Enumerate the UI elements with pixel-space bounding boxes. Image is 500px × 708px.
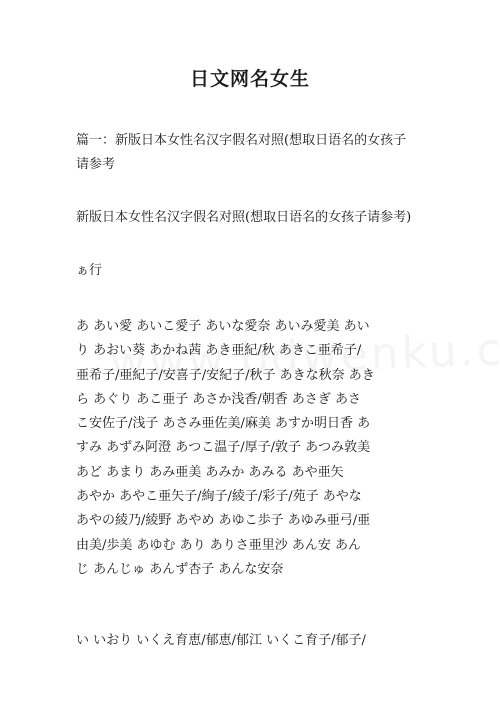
subheading-line: 新版日本女性名汉字假名对照(想取日语名的女孩子请参考) bbox=[76, 210, 412, 225]
name-line: あやか あやこ亜矢子/絢子/綾子/彩子/苑子 あやな bbox=[76, 489, 362, 505]
subheading bbox=[76, 206, 426, 230]
group-a-label bbox=[76, 259, 426, 283]
name-line: あ あい愛 あいこ愛子 あいな愛奈 あいみ愛美 あい bbox=[76, 319, 370, 334]
name-line: 亜希子/亜紀子/安喜子/安紀子/秋子 あきな秋奈 あき bbox=[76, 367, 375, 383]
name-line: 由美/歩美 あゆむ あり ありさ亜里沙 あん安 あん bbox=[76, 537, 362, 553]
name-line: すみ あずみ阿澄 あつこ温子/厚子/敦子 あつみ敦美 bbox=[76, 440, 371, 456]
section-heading-line: 篇一：新版日本女性名汉字假名对照(想取日语名的女孩子 bbox=[76, 133, 407, 148]
name-line: じ あんじゅ あんず杏子 あんな安奈 bbox=[76, 561, 284, 577]
name-line: い いおり いくえ育恵/郁恵/郁江 いくこ育子/郁子/ bbox=[76, 633, 366, 648]
name-line: り あおい葵 あかね茜 あき亜紀/秋 あきこ亜希子/ bbox=[76, 343, 362, 359]
name-line: あど あまり あみ亜美 あみか あみる あや亜矢 bbox=[76, 464, 344, 480]
group-a-label-text: ぁ行 bbox=[76, 263, 103, 278]
group-i-names bbox=[76, 629, 426, 653]
name-line: こ安佐子/浅子 あさみ亜佐美/麻美 あすか明日香 あ bbox=[76, 416, 371, 432]
name-line: ら あぐり あこ亜子 あさか浅香/朝香 あさぎ あさ bbox=[76, 391, 362, 407]
name-line: あやの綾乃/綾野 あやめ あゆこ歩子 あゆみ亜弓/亜 bbox=[76, 513, 371, 529]
group-a-names bbox=[76, 315, 426, 582]
section-heading bbox=[76, 129, 426, 178]
section-heading-line: 请参考 bbox=[76, 157, 116, 173]
page-title: 日文网名女生 bbox=[189, 68, 310, 90]
